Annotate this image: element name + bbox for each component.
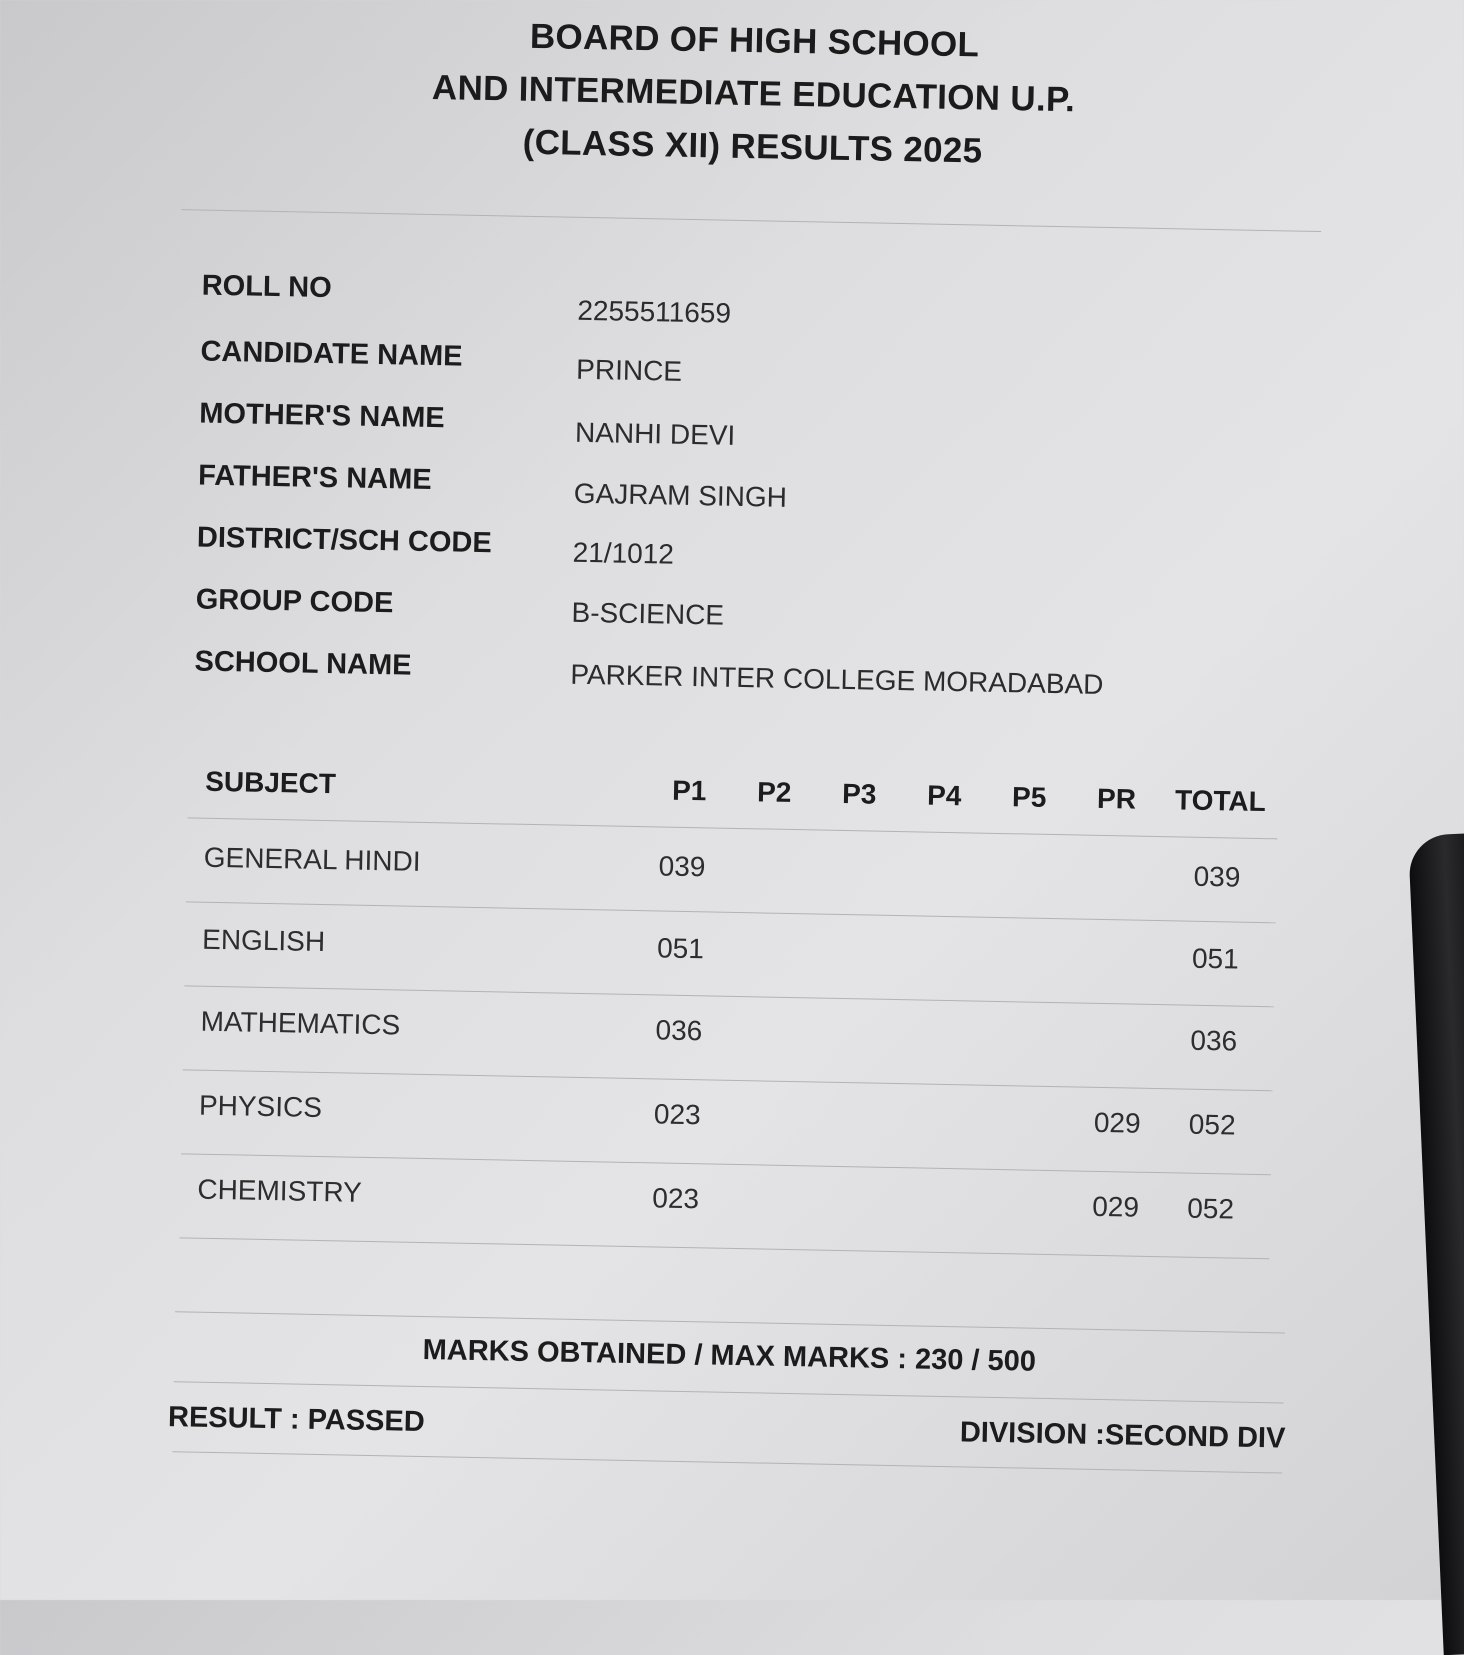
candidate-name-value: PRINCE bbox=[575, 353, 683, 387]
p1-mark: 023 bbox=[653, 1098, 701, 1131]
col-p5: P5 bbox=[1011, 781, 1047, 813]
title-line-1: BOARD OF HIGH SCHOOL bbox=[529, 16, 980, 65]
header-divider bbox=[181, 209, 1321, 232]
mother-name-label: MOTHER'S NAME bbox=[199, 397, 445, 435]
row-divider bbox=[183, 1069, 1273, 1091]
father-name-value: GAJRAM SINGH bbox=[573, 477, 788, 513]
title-line-3: (CLASS XII) RESULTS 2025 bbox=[522, 122, 983, 171]
subject-name: ENGLISH bbox=[201, 923, 326, 958]
school-name-value: PARKER INTER COLLEGE MORADABAD bbox=[570, 658, 1104, 700]
footer-divider bbox=[172, 1451, 1282, 1473]
col-total: TOTAL bbox=[1174, 784, 1267, 818]
summary-top-divider bbox=[175, 1311, 1285, 1333]
p1-mark: 036 bbox=[655, 1014, 703, 1047]
p1-mark: 039 bbox=[658, 850, 706, 883]
pr-mark: 029 bbox=[1091, 1190, 1140, 1223]
p1-mark: 023 bbox=[652, 1182, 700, 1215]
father-name-label: FATHER'S NAME bbox=[197, 459, 432, 497]
subject-name: GENERAL HINDI bbox=[203, 841, 421, 877]
subject-name: MATHEMATICS bbox=[200, 1005, 401, 1041]
candidate-name-label: CANDIDATE NAME bbox=[200, 335, 463, 373]
col-p1: P1 bbox=[671, 774, 707, 807]
group-code-label: GROUP CODE bbox=[195, 583, 394, 620]
total-mark: 052 bbox=[1186, 1192, 1235, 1225]
roll-no-label: ROLL NO bbox=[201, 269, 333, 305]
col-pr: PR bbox=[1096, 782, 1137, 815]
total-mark: 051 bbox=[1191, 942, 1240, 975]
total-mark: 052 bbox=[1188, 1108, 1236, 1141]
group-code-value: B-SCIENCE bbox=[571, 596, 725, 631]
subject-name: PHYSICS bbox=[198, 1089, 323, 1124]
summary-divider bbox=[174, 1381, 1284, 1403]
row-divider bbox=[181, 1153, 1271, 1175]
row-divider bbox=[184, 985, 1274, 1007]
district-code-label: DISTRICT/SCH CODE bbox=[196, 521, 493, 560]
pr-mark: 029 bbox=[1093, 1106, 1141, 1139]
total-mark: 036 bbox=[1190, 1024, 1238, 1057]
col-p4: P4 bbox=[926, 779, 962, 812]
row-divider bbox=[179, 1237, 1269, 1259]
district-code-value: 21/1012 bbox=[572, 536, 675, 570]
subject-name: CHEMISTRY bbox=[197, 1173, 363, 1208]
row-divider bbox=[186, 901, 1276, 923]
col-subject: SUBJECT bbox=[204, 765, 337, 800]
table-header-divider bbox=[188, 817, 1278, 839]
total-mark: 039 bbox=[1193, 860, 1241, 893]
division-status: DIVISION :SECOND DIV bbox=[959, 1416, 1286, 1455]
school-name-label: SCHOOL NAME bbox=[194, 645, 412, 682]
result-status: RESULT : PASSED bbox=[167, 1401, 426, 1439]
col-p3: P3 bbox=[841, 777, 877, 810]
board-title bbox=[12, 0, 1464, 187]
marks-summary: MARKS OBTAINED / MAX MARKS : 230 / 500 bbox=[422, 1334, 1037, 1378]
p1-mark: 051 bbox=[656, 932, 705, 965]
roll-no-value: 2255511659 bbox=[577, 294, 732, 329]
mother-name-value: NANHI DEVI bbox=[574, 416, 736, 451]
title-line-2: AND INTERMEDIATE EDUCATION U.P. bbox=[431, 67, 1076, 120]
col-p2: P2 bbox=[756, 776, 792, 808]
